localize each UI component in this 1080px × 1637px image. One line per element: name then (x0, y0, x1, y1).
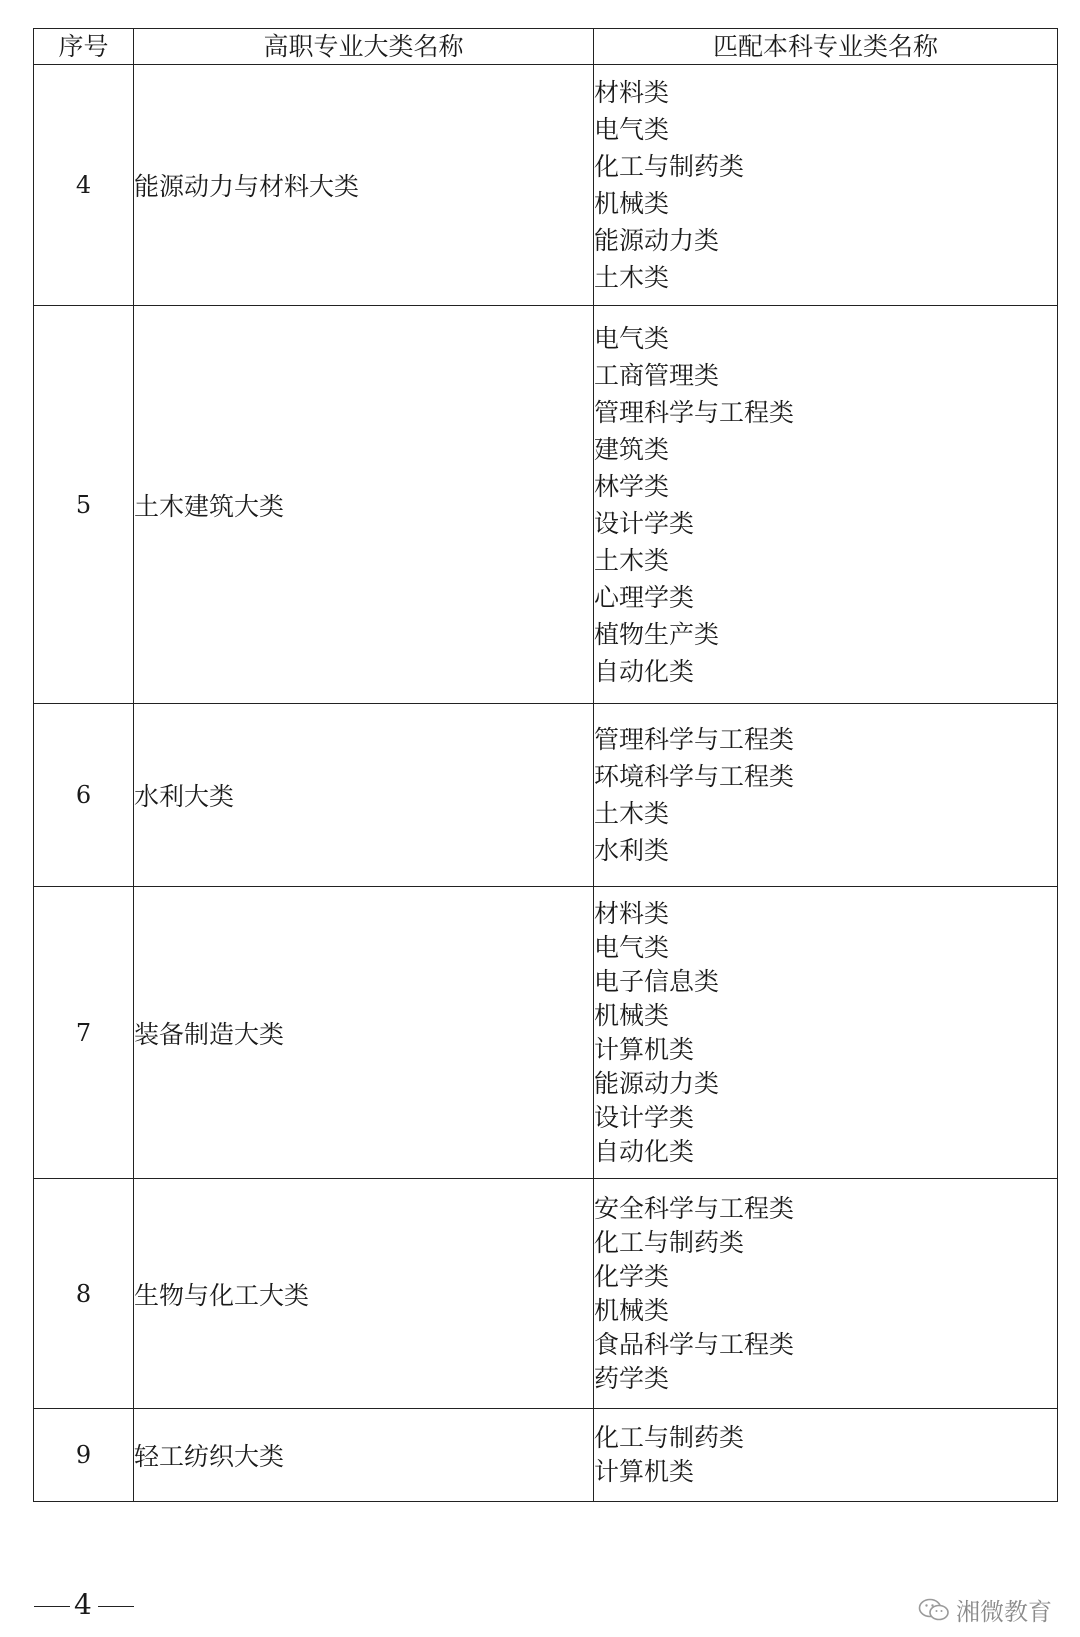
page-dash-left (34, 1606, 70, 1607)
match-item: 电子信息类 (594, 966, 720, 996)
header-vocational-category: 高职专业大类名称 (134, 29, 594, 65)
match-item: 材料类 (594, 78, 670, 107)
row-undergraduate-matches (594, 1409, 1058, 1502)
page-dash-right (98, 1606, 134, 1607)
match-item: 工商管理类 (594, 360, 720, 390)
match-item: 计算机类 (594, 1457, 695, 1486)
table-row (34, 887, 1058, 1179)
match-item: 电气类 (594, 115, 670, 144)
row-serial: 8 (34, 1179, 134, 1409)
row-serial: 9 (34, 1409, 134, 1502)
match-item: 土木类 (594, 545, 670, 575)
match-item: 能源动力类 (594, 226, 720, 255)
match-item: 土木类 (594, 263, 670, 292)
match-item: 材料类 (594, 898, 670, 928)
match-item: 化学类 (594, 1261, 670, 1291)
major-matching-table (33, 28, 1058, 1502)
match-item: 电气类 (594, 932, 670, 962)
match-item: 自动化类 (594, 656, 695, 686)
match-item: 设计学类 (594, 508, 695, 538)
watermark (918, 1592, 1052, 1627)
row-undergraduate-matches (594, 1179, 1058, 1409)
row-vocational-category: 轻工纺织大类 (134, 1409, 594, 1502)
table-row (34, 306, 1058, 704)
table-row (34, 65, 1058, 306)
match-item: 环境科学与工程类 (594, 762, 795, 791)
match-item: 化工与制药类 (594, 152, 745, 181)
row-serial: 4 (34, 65, 134, 306)
match-item: 安全科学与工程类 (594, 1193, 795, 1223)
match-item: 林学类 (594, 471, 670, 501)
page-number: 4 (30, 1588, 138, 1621)
match-item: 管理科学与工程类 (594, 397, 795, 427)
row-vocational-category: 生物与化工大类 (134, 1179, 594, 1409)
match-item: 电气类 (594, 323, 670, 353)
match-item: 化工与制药类 (594, 1227, 745, 1257)
table-row (34, 1179, 1058, 1409)
match-item: 水利类 (594, 836, 670, 865)
match-item: 心理学类 (594, 582, 695, 612)
table-row (34, 1409, 1058, 1502)
row-undergraduate-matches (594, 704, 1058, 887)
match-item: 药学类 (594, 1363, 670, 1393)
match-item: 建筑类 (594, 434, 670, 464)
row-vocational-category: 能源动力与材料大类 (134, 65, 594, 306)
row-vocational-category: 水利大类 (134, 704, 594, 887)
match-item: 自动化类 (594, 1136, 695, 1166)
match-item: 设计学类 (594, 1102, 695, 1132)
match-item: 计算机类 (594, 1034, 695, 1064)
match-item: 机械类 (594, 1295, 670, 1325)
watermark-text: 湘微教育 (956, 1598, 1052, 1626)
row-serial: 6 (34, 704, 134, 887)
row-serial: 5 (34, 306, 134, 704)
match-item: 机械类 (594, 189, 670, 218)
header-serial: 序号 (34, 29, 134, 65)
row-vocational-category: 装备制造大类 (134, 887, 594, 1179)
row-vocational-category: 土木建筑大类 (134, 306, 594, 704)
row-serial: 7 (34, 887, 134, 1179)
match-item: 管理科学与工程类 (594, 725, 795, 754)
match-item: 机械类 (594, 1000, 670, 1030)
row-undergraduate-matches (594, 306, 1058, 704)
match-item: 能源动力类 (594, 1068, 720, 1098)
table-row (34, 704, 1058, 887)
match-item: 植物生产类 (594, 619, 720, 649)
table-header-row (34, 29, 1058, 65)
wechat-icon (918, 1597, 950, 1623)
row-undergraduate-matches (594, 65, 1058, 306)
header-undergraduate-category: 匹配本科专业类名称 (594, 29, 1058, 65)
match-item: 食品科学与工程类 (594, 1329, 795, 1359)
match-item: 化工与制药类 (594, 1423, 745, 1452)
match-item: 土木类 (594, 799, 670, 828)
row-undergraduate-matches (594, 887, 1058, 1179)
